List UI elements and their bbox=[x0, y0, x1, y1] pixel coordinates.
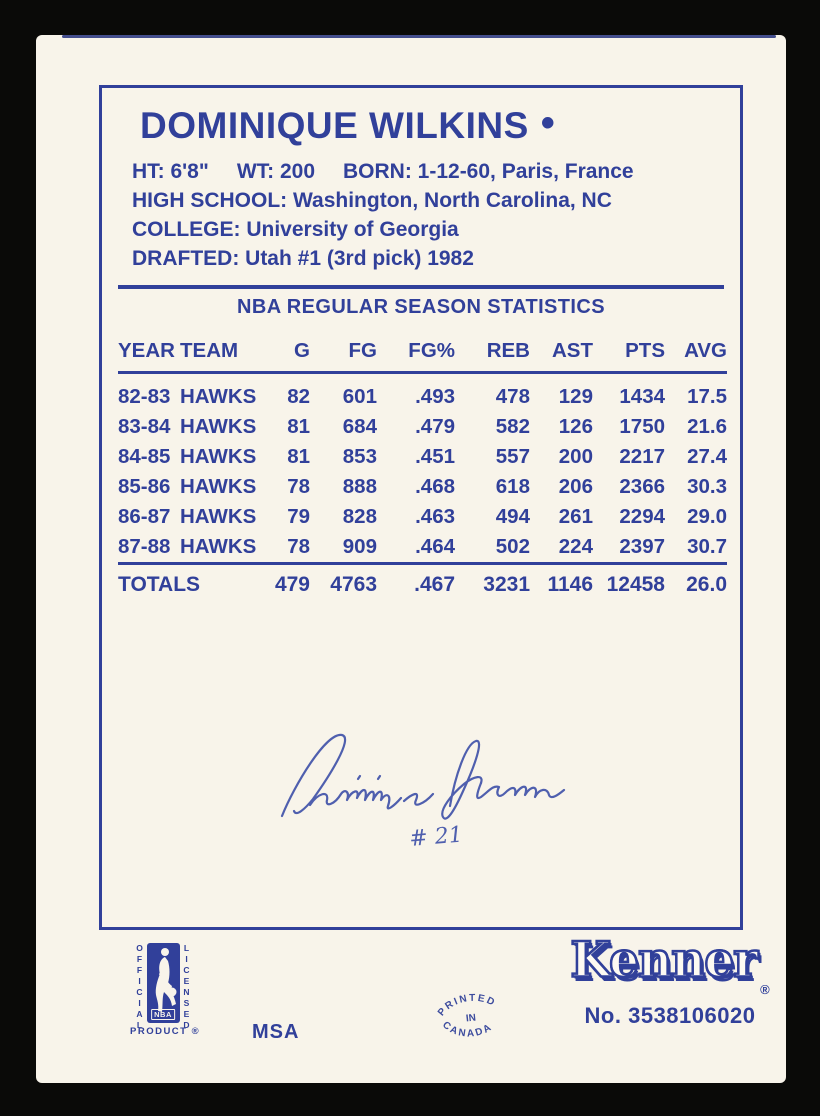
cell: 888 bbox=[342, 475, 377, 498]
cell: HAWKS bbox=[180, 445, 257, 468]
stamp-middle-text: IN bbox=[465, 1012, 477, 1025]
cell: 828 bbox=[342, 505, 377, 528]
kenner-wordmark: Kenner bbox=[570, 931, 758, 990]
player-name-heading bbox=[140, 101, 740, 147]
signature-scrawl bbox=[252, 716, 632, 856]
cell: 557 bbox=[495, 445, 530, 468]
cell: HAWKS bbox=[180, 385, 257, 408]
nba-logo-row bbox=[130, 943, 196, 1031]
stats-row bbox=[118, 472, 727, 502]
col-pts: PTS bbox=[593, 323, 665, 373]
cell: 494 bbox=[495, 505, 530, 528]
cell: 79 bbox=[287, 505, 310, 528]
nba-wordmark: NBA bbox=[151, 1009, 175, 1020]
cell: 82 bbox=[287, 385, 310, 408]
cell: 200 bbox=[558, 445, 593, 468]
bio-high-school: HIGH SCHOOL: Washington, North Carolina, NC bbox=[132, 189, 612, 212]
cell: 684 bbox=[342, 415, 377, 438]
printed-in-canada-stamp bbox=[423, 980, 520, 1056]
signature-number: # 21 bbox=[408, 822, 464, 852]
bio-born: BORN: 1-12-60, Paris, France bbox=[343, 160, 634, 183]
cell: 81 bbox=[287, 445, 310, 468]
cell: 84-85 bbox=[118, 445, 171, 468]
stats-row bbox=[118, 373, 727, 413]
nba-licensed-vertical-text: LICENSED bbox=[181, 943, 192, 1031]
nba-official-vertical-text: OFFICIAL bbox=[134, 943, 145, 1031]
divider-rule bbox=[118, 285, 724, 289]
col-fgpct: FG% bbox=[377, 323, 455, 373]
stats-row bbox=[118, 442, 727, 472]
cell: 78 bbox=[287, 475, 310, 498]
cell: 502 bbox=[495, 535, 530, 558]
nba-product-text: PRODUCT ® bbox=[130, 1026, 201, 1037]
cell: .463 bbox=[415, 505, 455, 528]
cell: .468 bbox=[415, 475, 455, 498]
cell: 87-88 bbox=[118, 535, 171, 558]
cell: 2366 bbox=[619, 475, 665, 498]
col-ast: AST bbox=[530, 323, 593, 373]
totals-label: TOTALS bbox=[118, 564, 248, 606]
totals-pts: 12458 bbox=[593, 564, 665, 606]
stats-row bbox=[118, 412, 727, 442]
player-bio bbox=[132, 157, 740, 273]
player-name-text: DOMINIQUE WILKINS bbox=[140, 105, 529, 146]
cell: .451 bbox=[415, 445, 455, 468]
cell: 83-84 bbox=[118, 415, 171, 438]
cell: HAWKS bbox=[180, 415, 257, 438]
totals-ast: 1146 bbox=[530, 564, 593, 606]
cell: 30.3 bbox=[687, 475, 727, 498]
bio-college: COLLEGE: University of Georgia bbox=[132, 218, 459, 241]
cell: 1750 bbox=[619, 415, 665, 438]
cell: 618 bbox=[495, 475, 530, 498]
cell: 853 bbox=[342, 445, 377, 468]
cell: 206 bbox=[558, 475, 593, 498]
col-avg: AVG bbox=[665, 323, 727, 373]
cell: 261 bbox=[558, 505, 593, 528]
cell: 129 bbox=[558, 385, 593, 408]
col-fg: FG bbox=[310, 323, 377, 373]
stats-header-row bbox=[118, 323, 727, 373]
cell: HAWKS bbox=[180, 475, 257, 498]
stats-totals-row bbox=[118, 564, 727, 606]
totals-fg: 4763 bbox=[310, 564, 377, 606]
bio-height: HT: 6'8" bbox=[132, 160, 209, 183]
totals-reb: 3231 bbox=[455, 564, 530, 606]
stamp-bottom-text: CANADA bbox=[440, 1019, 495, 1040]
registered-mark-icon: ® bbox=[760, 982, 770, 997]
stats-row bbox=[118, 532, 727, 564]
cell: .479 bbox=[415, 415, 455, 438]
cell: 582 bbox=[495, 415, 530, 438]
cell: .493 bbox=[415, 385, 455, 408]
totals-fgpct: .467 bbox=[377, 564, 455, 606]
cell: 1434 bbox=[619, 385, 665, 408]
name-bullet-icon: • bbox=[540, 101, 556, 145]
stats-row bbox=[118, 502, 727, 532]
cell: 2217 bbox=[619, 445, 665, 468]
cell: 2397 bbox=[619, 535, 665, 558]
msa-text: MSA bbox=[252, 1021, 300, 1043]
cell: 21.6 bbox=[687, 415, 727, 438]
stats-panel-border-box bbox=[99, 85, 743, 930]
cell: 601 bbox=[342, 385, 377, 408]
cell: 27.4 bbox=[687, 445, 727, 468]
season-stats-table bbox=[118, 323, 727, 605]
cell: 29.0 bbox=[687, 505, 727, 528]
product-number: No. 3538106020 bbox=[584, 1003, 756, 1028]
stamp-graphic bbox=[423, 980, 519, 1051]
cell: 909 bbox=[342, 535, 377, 558]
col-g: G bbox=[248, 323, 310, 373]
card-top-edge-line bbox=[62, 35, 776, 38]
cell: HAWKS bbox=[180, 535, 257, 558]
col-reb: REB bbox=[455, 323, 530, 373]
nba-player-silhouette-icon bbox=[147, 943, 180, 1023]
col-year: YEAR bbox=[118, 323, 180, 373]
cell: 78 bbox=[287, 535, 310, 558]
stamp-top-text: PRINTED bbox=[435, 992, 498, 1019]
cell: 82-83 bbox=[118, 385, 171, 408]
kenner-brand-block bbox=[560, 933, 780, 1029]
cell: HAWKS bbox=[180, 505, 257, 528]
bio-line-vitals bbox=[132, 157, 740, 186]
kenner-logo bbox=[560, 933, 780, 997]
cell: 86-87 bbox=[118, 505, 171, 528]
cell: 85-86 bbox=[118, 475, 171, 498]
bio-drafted: DRAFTED: Utah #1 (3rd pick) 1982 bbox=[132, 247, 474, 270]
nba-licensed-logo bbox=[130, 943, 201, 1037]
cell: 478 bbox=[495, 385, 530, 408]
totals-avg: 26.0 bbox=[665, 564, 727, 606]
cell: .464 bbox=[415, 535, 455, 558]
cell: 17.5 bbox=[687, 385, 727, 408]
cell: 126 bbox=[558, 415, 593, 438]
autograph bbox=[252, 716, 632, 861]
trading-card-back bbox=[36, 35, 786, 1083]
cell: 2294 bbox=[619, 505, 665, 528]
cell: 224 bbox=[558, 535, 593, 558]
col-team: TEAM bbox=[180, 323, 248, 373]
bio-weight: WT: 200 bbox=[236, 160, 315, 183]
cell: 30.7 bbox=[687, 535, 727, 558]
stats-table-title: NBA REGULAR SEASON STATISTICS bbox=[237, 296, 605, 318]
cell: 81 bbox=[287, 415, 310, 438]
totals-g: 479 bbox=[248, 564, 310, 606]
